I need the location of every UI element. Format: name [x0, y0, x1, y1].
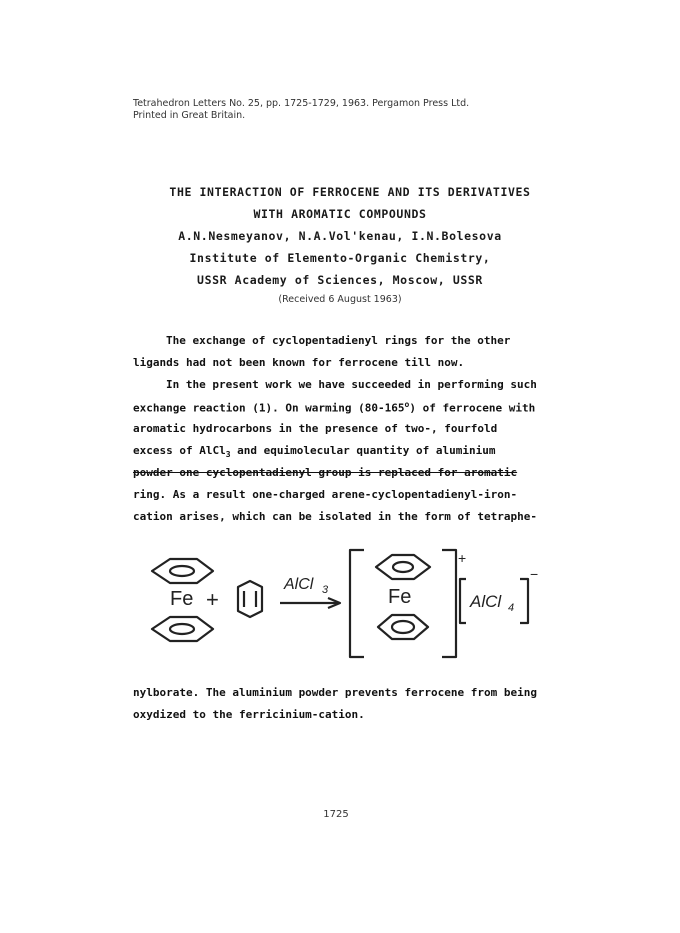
authors: A.N.Nesmeyanov, N.A.Vol'kenau, I.N.Bolesova [178, 229, 502, 243]
benzene-ring-icon [238, 581, 262, 617]
anion-subscript: 4 [508, 602, 515, 614]
affiliation-line2: USSR Academy of Sciences, Moscow, USSR [197, 273, 483, 287]
para2-line1: In the present work we have succeeded in performing such [166, 378, 537, 391]
cyclopentadienyl-ring-icon [152, 617, 213, 641]
plus-sign: + [206, 587, 219, 612]
journal-citation: Tetrahedron Letters No. 25, pp. 1725-1729, 1963. Pergamon Press Ltd. [133, 98, 470, 109]
bracket-right-icon [442, 550, 456, 657]
affiliation-line1: Institute of Elemento-Organic Chemistry, [189, 251, 491, 265]
cation-charge: + [458, 550, 467, 566]
cyclopentadienyl-ring-icon [376, 555, 430, 579]
para1-line2: ligands had not been known for ferrocene till now. [133, 356, 465, 369]
anion-label: AlCl [470, 592, 502, 611]
iron-symbol-right: Fe [388, 586, 412, 608]
para2-line2: exchange reaction (1). On warming (80-165$^o$) of ferrocene with [133, 400, 536, 415]
para2-line5: powder one cyclopentadienyl group is replaced for aromatic [133, 466, 518, 479]
iron-symbol-left: Fe [170, 588, 194, 610]
para2-line7: cation arises, which can be isolated in the form of tetraphe- [133, 510, 537, 523]
para2-line4: excess of AlCl$_3$ and equimolecular quantity of aluminium [133, 444, 496, 460]
reagent-label: AlCl [284, 576, 314, 593]
reaction-arrow-icon [280, 598, 340, 608]
printed-in: Printed in Great Britain. [133, 110, 246, 121]
para1-line1: The exchange of cyclopentadienyl rings for the other [166, 334, 511, 347]
para2-line3: aromatic hydrocarbons in the presence of two-, fourfold [133, 422, 498, 435]
cyclopentadienyl-ring-icon [152, 559, 213, 583]
page-number: 1725 [323, 809, 349, 820]
reaction-scheme [0, 545, 680, 665]
received-date: (Received 6 August 1963) [278, 294, 402, 305]
reagent-subscript: 3 [322, 584, 329, 596]
benzene-ring-icon [378, 615, 428, 639]
bracket-left-icon [350, 550, 364, 657]
anion-charge: − [530, 566, 539, 582]
paper-title-line1: THE INTERACTION OF FERROCENE AND ITS DERIVATIVES [169, 185, 531, 199]
para3-line2: oxydized to the ferricinium-cation. [133, 708, 365, 721]
paper-title-line2: WITH AROMATIC COMPOUNDS [253, 207, 427, 221]
anion-bracket-right-icon [520, 579, 528, 623]
anion-bracket-left-icon [460, 579, 466, 623]
para2-line6: ring. As a result one-charged arene-cyclopentadienyl-iron- [133, 488, 518, 501]
para3-line1: nylborate. The aluminium powder prevents ferrocene from being [133, 686, 537, 699]
